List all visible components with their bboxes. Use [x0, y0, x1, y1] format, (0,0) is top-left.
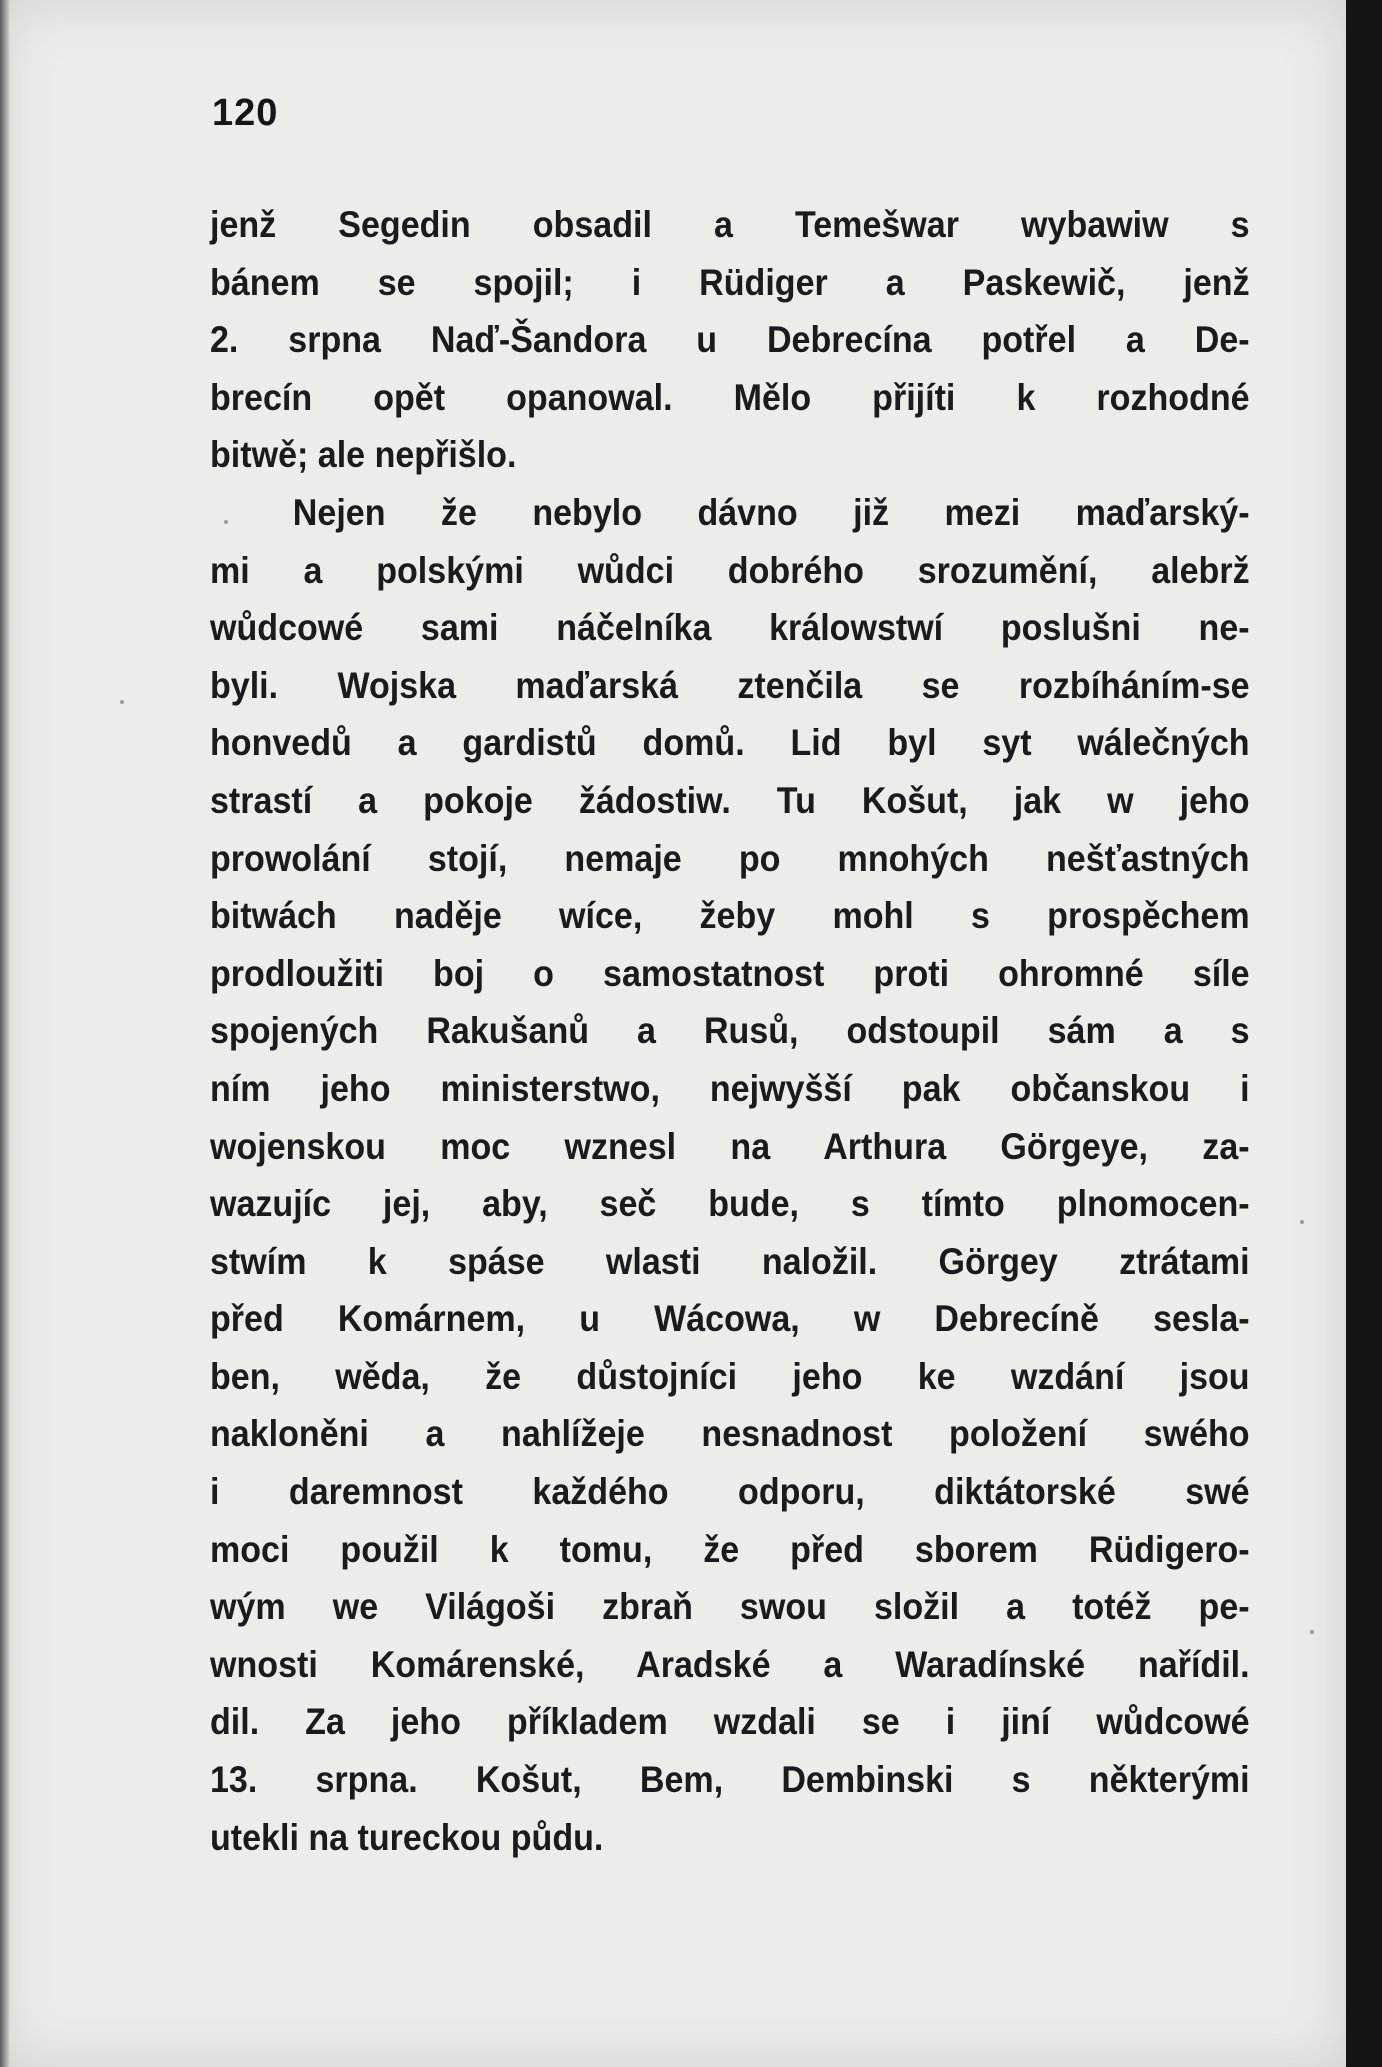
text-line: bitwě; ale nepřišlo. — [210, 434, 517, 476]
text-line: dil. Za jeho příkladem wzdali se i jiní wůdcowé — [210, 1701, 1250, 1743]
page-left-edge — [0, 0, 10, 2067]
text-line: utekli na tureckou půdu. — [210, 1816, 604, 1858]
text-line: wazujíc jej, aby, seč bude, s tímto plnomocen- — [210, 1183, 1250, 1225]
text-line: strastí a pokoje žádostiw. Tu Košut, jak w jeho — [210, 779, 1250, 821]
paper-speck — [224, 520, 228, 524]
text-line: bitwách naděje wíce, žeby mohl s prospěchem — [210, 895, 1250, 937]
text-line: byli. Wojska maďarská ztenčila se rozbíháním-se — [210, 664, 1250, 706]
text-line: 13. srpna. Košut, Bem, Dembinski s některými — [210, 1759, 1250, 1801]
text-line: honvedů a gardistů domů. Lid byl syt wálečných — [210, 722, 1250, 764]
text-line: 2. srpna Naď-Šandora u Debrecína potřel a De- — [210, 319, 1250, 361]
page-number: 120 — [212, 92, 279, 134]
body-text — [210, 196, 1250, 1866]
text-line: mi a polskými wůdci dobrého srozumění, alebrž — [210, 549, 1250, 591]
text-line: jenž Segedin obsadil a Temešwar wybawiw s — [210, 204, 1250, 245]
text-line: i daremnost každého odporu, diktátorské swé — [210, 1471, 1250, 1513]
paper-speck — [1310, 1630, 1314, 1634]
text-line: Nejen že nebylo dávno již mezi maďarský- — [292, 491, 1250, 533]
text-line: stwím k spáse wlasti naložil. Görgey ztrátami — [210, 1240, 1250, 1282]
paper-speck — [120, 700, 124, 704]
text-line: prodloužiti boj o samostatnost proti ohromné síle — [210, 952, 1250, 994]
text-line: moci použil k tomu, že před sborem Rüdigero- — [210, 1528, 1250, 1570]
scan-background-edge — [1346, 0, 1382, 2067]
text-line: před Komárnem, u Wácowa, w Debrecíně sesla- — [210, 1298, 1250, 1340]
text-line: wým we Világoši zbraň swou složil a totéž pe- — [210, 1586, 1250, 1628]
text-line: wůdcowé sami náčelníka králowstwí poslušni ne- — [210, 607, 1250, 649]
text-line: wojenskou moc wznesl na Arthura Görgeye, za- — [210, 1125, 1250, 1167]
text-line: spojených Rakušanů a Rusů, odstoupil sám a s — [210, 1010, 1250, 1052]
text-line: brecín opět opanowal. Mělo přijíti k rozhodné — [210, 376, 1250, 418]
text-line: ním jeho ministerstwo, nejwyšší pak občanskou i — [210, 1067, 1250, 1109]
text-line: ben, wěda, že důstojníci jeho ke wzdání jsou — [210, 1355, 1250, 1397]
text-line: prowolání stojí, nemaje po mnohých nešťastných — [210, 837, 1250, 879]
text-line: bánem se spojil; i Rüdiger a Paskewič, jenž — [210, 261, 1250, 303]
text-line: nakloněni a nahlížeje nesnadnost položení swého — [210, 1413, 1250, 1455]
text-line: wnosti Komárenské, Aradské a Waradínské nařídil. — [210, 1643, 1250, 1685]
paper-speck — [1300, 1220, 1304, 1224]
